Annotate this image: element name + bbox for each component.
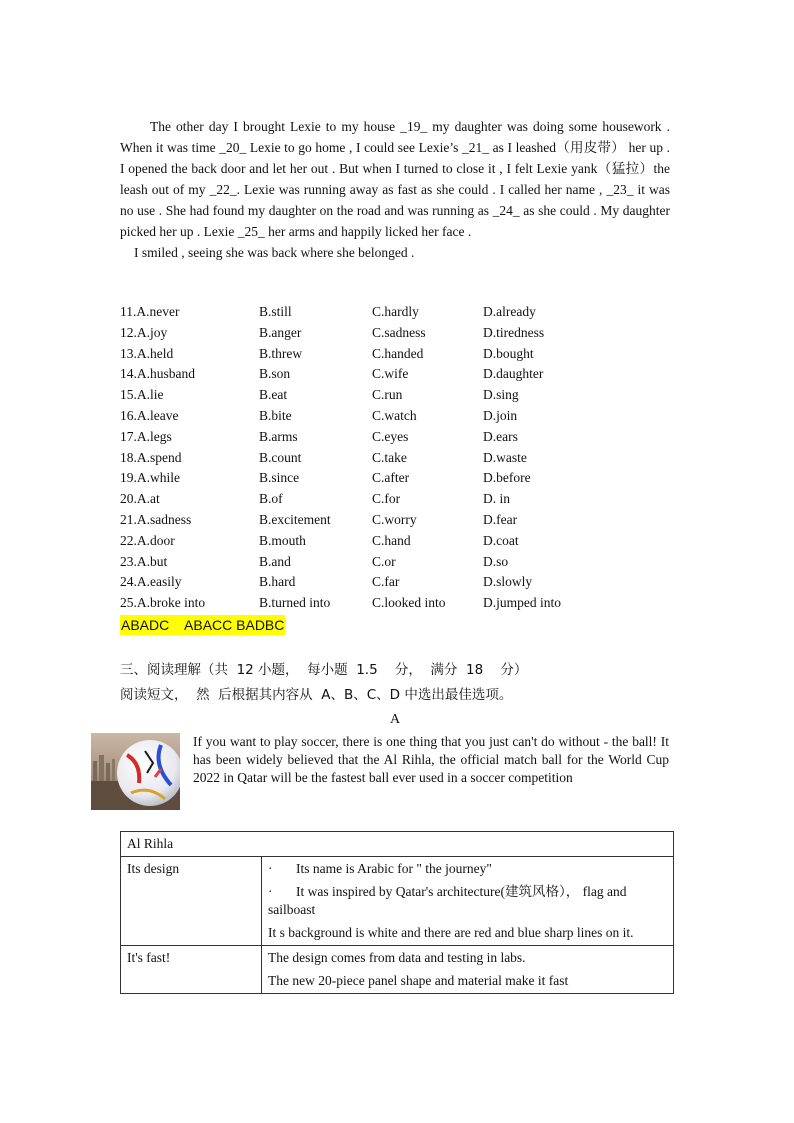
option-row xyxy=(120,468,603,489)
option-b: B.eat xyxy=(259,387,288,403)
option-d: D.slowly xyxy=(483,574,533,590)
option-d: D.jumped into xyxy=(483,595,561,611)
option-c: C.for xyxy=(372,491,401,507)
option-b: B.and xyxy=(259,553,291,569)
option-d: D.daughter xyxy=(483,366,544,382)
option-row xyxy=(120,344,603,365)
option-a: 22.A.door xyxy=(120,532,175,548)
option-row xyxy=(120,323,603,344)
soccer-ball-photo xyxy=(91,733,180,810)
option-d: D.coat xyxy=(483,532,519,548)
cloze-passage xyxy=(120,116,670,263)
bullet-mark: · xyxy=(268,884,273,899)
option-row xyxy=(120,448,603,469)
soccer-ball-icon xyxy=(91,733,180,810)
option-a: 23.A.but xyxy=(120,553,168,569)
option-a: 24.A.easily xyxy=(120,574,182,590)
option-c: C.wife xyxy=(372,366,409,382)
option-row xyxy=(120,406,603,427)
option-c: C.run xyxy=(372,387,403,403)
options-list xyxy=(120,302,603,614)
item-text: It s background is white and there are red and blue sharp lines on it. xyxy=(268,925,634,940)
option-row xyxy=(120,489,603,510)
option-b: B.since xyxy=(259,470,300,486)
option-a: 18.A.spend xyxy=(120,449,182,465)
option-a: 21.A.sadness xyxy=(120,511,192,527)
item-text: The design comes from data and testing in labs. xyxy=(268,950,526,965)
option-row xyxy=(120,427,603,448)
option-a: 19.A.while xyxy=(120,470,180,486)
option-b: B.turned into xyxy=(259,595,331,611)
option-b: B.bite xyxy=(259,407,292,423)
option-d: D.fear xyxy=(483,511,518,527)
option-b: B.mouth xyxy=(259,532,306,548)
bullet-mark: · xyxy=(268,861,273,876)
item-text: It was inspired by Qatar's architecture(建筑风格）， flag and sailboast xyxy=(268,884,627,917)
passage-intro: If you want to play soccer, there is one thing that you just can't do without - the ball! It has been widely believed that the Al Rihla, the official match ball for the World Cup 2022 in Qatar will be the fastest ball ever used in a soccer competition xyxy=(193,734,669,785)
info-table xyxy=(120,831,674,994)
option-a: 12.A.joy xyxy=(120,324,168,340)
option-c: C.take xyxy=(372,449,407,465)
option-c: C.hand xyxy=(372,532,411,548)
passage-paragraph: The other day I brought Lexie to my house _19_ my daughter was doing some housework . When it was time _20_ Lexie to go home , I could see Lexie’s _21_ as I leashed（用皮带） her up . I opened the back door and let her out . But when I turned to close it , I felt Lexie yank（猛拉）the leash out of my _22_. Lexie was running away as fast as she could . I called her name , _23_ it was no use . She had found my daughter on the road and was running as _24_ as she could . My daughter picked her up . Lexie _25_ her arms and happily licked her face . xyxy=(120,119,670,239)
table-header-row xyxy=(121,832,674,857)
table-header: Al Rihla xyxy=(121,832,674,857)
option-row xyxy=(120,531,603,552)
option-row xyxy=(120,552,603,573)
option-d: D.join xyxy=(483,407,518,423)
passage-paragraph: I smiled , seeing she was back where she belonged . xyxy=(134,245,415,260)
option-b: B.hard xyxy=(259,574,296,590)
option-d: D.tiredness xyxy=(483,324,545,340)
option-b: B.anger xyxy=(259,324,302,340)
list-item xyxy=(268,883,667,919)
option-d: D.sing xyxy=(483,387,519,403)
table-row xyxy=(121,946,674,994)
option-a: 15.A.lie xyxy=(120,387,164,403)
option-b: B.of xyxy=(259,491,283,507)
option-c: C.after xyxy=(372,470,410,486)
option-d: D.ears xyxy=(483,428,518,444)
option-c: C.worry xyxy=(372,511,417,527)
item-text: Its name is Arabic for " the journey" xyxy=(296,861,492,876)
list-item xyxy=(268,949,667,967)
section-heading: 三、阅读理解（共 12 小题， 每小题 1.5 分， 满分 18 分） xyxy=(120,662,528,678)
option-b: B.count xyxy=(259,449,302,465)
option-row xyxy=(120,385,603,406)
row-label: It's fast! xyxy=(121,946,262,994)
list-item xyxy=(268,924,667,942)
option-row xyxy=(120,510,603,531)
option-c: C.looked into xyxy=(372,595,446,611)
option-b: B.still xyxy=(259,304,292,319)
answer-key-highlight: ABADC ABACC BADBC xyxy=(121,617,285,633)
passage-letter: A xyxy=(390,712,401,727)
section-instruction: 阅读短文， 然 后根据其内容从 A、B、C、D 中选出最佳选项。 xyxy=(120,687,513,703)
option-b: B.threw xyxy=(259,345,303,361)
option-a: 17.A.legs xyxy=(120,428,172,444)
option-c: C.watch xyxy=(372,407,417,423)
row-content xyxy=(262,946,674,994)
option-row xyxy=(120,364,603,385)
option-row xyxy=(120,593,603,614)
option-a: 14.A.husband xyxy=(120,366,195,382)
option-a: 13.A.held xyxy=(120,345,174,361)
item-text: The new 20-piece panel shape and material make it fast xyxy=(268,973,569,988)
option-a: 16.A.leave xyxy=(120,407,179,423)
option-a: 25.A.broke into xyxy=(120,595,206,611)
option-b: B.arms xyxy=(259,428,298,444)
option-a: 20.A.at xyxy=(120,491,160,507)
option-d: D.before xyxy=(483,470,531,486)
option-d: D.bought xyxy=(483,345,534,361)
option-c: C.handed xyxy=(372,345,424,361)
option-c: C.far xyxy=(372,574,400,590)
option-c: C.sadness xyxy=(372,324,426,340)
option-d: D.waste xyxy=(483,449,527,465)
option-a: 11.A.never xyxy=(120,304,180,319)
row-label: Its design xyxy=(121,857,262,946)
option-c: C.hardly xyxy=(372,304,419,319)
option-row xyxy=(120,302,603,323)
option-b: B.son xyxy=(259,366,291,382)
row-content xyxy=(262,857,674,946)
option-c: C.eyes xyxy=(372,428,409,444)
list-item xyxy=(268,860,667,878)
option-row xyxy=(120,572,603,593)
option-d: D.so xyxy=(483,553,509,569)
table-row xyxy=(121,857,674,946)
option-d: D.already xyxy=(483,304,536,319)
option-b: B.excitement xyxy=(259,511,331,527)
option-d: D. in xyxy=(483,491,510,507)
list-item xyxy=(268,972,667,990)
option-c: C.or xyxy=(372,553,396,569)
